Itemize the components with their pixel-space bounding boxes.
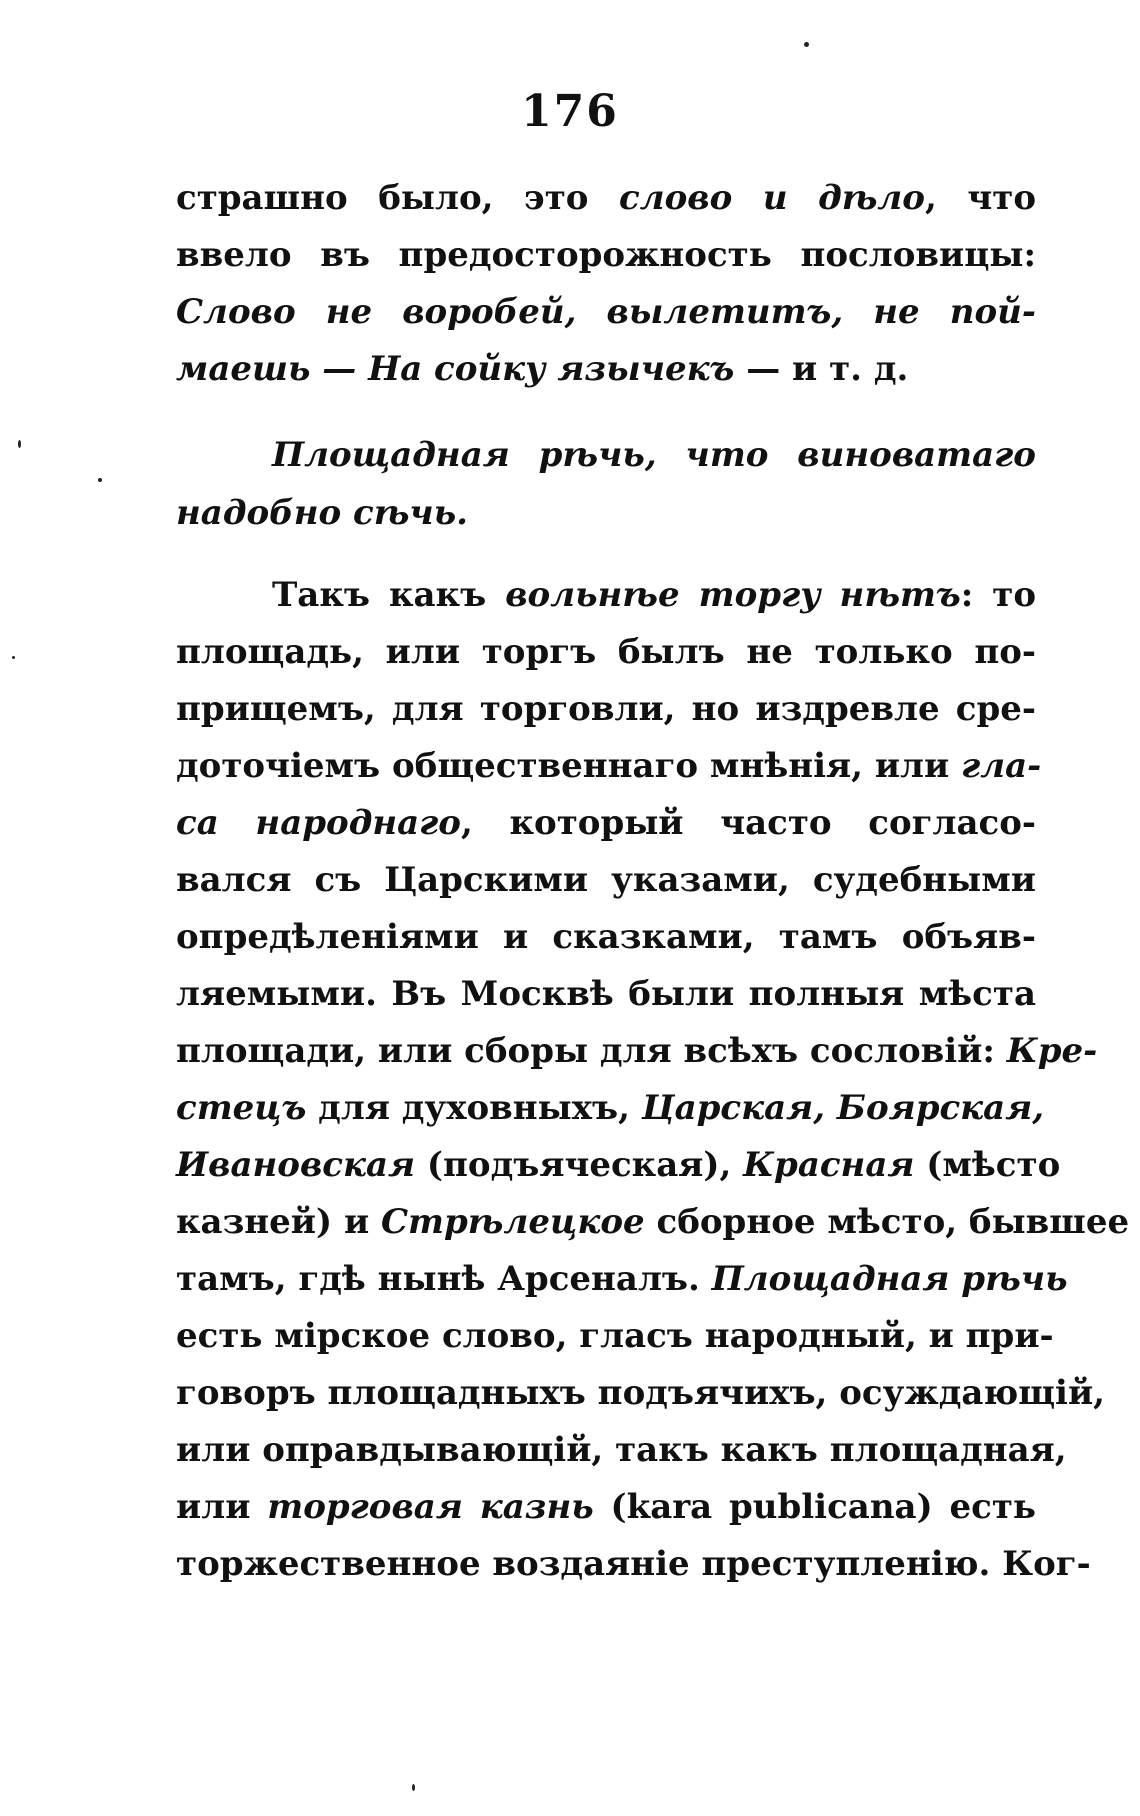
text-segment: (kara publicana) есть xyxy=(593,1487,1036,1527)
text-line xyxy=(176,966,1036,1023)
text-line xyxy=(176,284,1036,341)
italic-text-segment: стецъ xyxy=(176,1088,307,1128)
text-line xyxy=(176,909,1036,966)
text-segment: , что xyxy=(924,178,1036,218)
italic-text-segment: надобно сѣчь. xyxy=(176,493,468,533)
scan-speck xyxy=(804,42,809,47)
italic-text-segment: Стрѣлецкое xyxy=(381,1202,645,1242)
italic-text-segment: гла- xyxy=(961,746,1042,786)
text-line xyxy=(176,484,1036,542)
text-line xyxy=(176,738,1042,795)
italic-text-segment: Красная xyxy=(743,1145,915,1185)
text-segment: площадь, или торгъ былъ не только по- xyxy=(176,632,1036,672)
italic-text-segment: слово и дѣло xyxy=(619,178,925,218)
text-line xyxy=(176,567,1036,624)
text-line xyxy=(176,1365,1106,1422)
scan-speck xyxy=(98,478,102,482)
italic-text-segment: торговая казнь xyxy=(267,1487,594,1527)
text-line xyxy=(176,1479,1036,1536)
italic-text-segment: са народнаго xyxy=(176,803,461,843)
text-line xyxy=(176,1137,1061,1194)
text-line xyxy=(176,1194,1130,1251)
text-segment: или оправдывающій, такъ какъ площадная, xyxy=(176,1430,1067,1470)
text-segment: Такъ какъ xyxy=(272,575,506,615)
text-segment: прищемъ, для торговли, но издревле сре- xyxy=(176,689,1036,729)
text-line xyxy=(176,624,1036,681)
text-segment: тамъ, гдѣ нынѣ Арсеналъ. xyxy=(176,1259,712,1299)
text-line xyxy=(176,1023,1098,1080)
text-segment: для духовныхъ, xyxy=(306,1088,642,1128)
italic-text-segment: Ивановская xyxy=(176,1145,416,1185)
italic-text-segment: Площадная рѣчь xyxy=(711,1259,1068,1299)
text-segment: или xyxy=(176,1487,268,1527)
text-line xyxy=(176,426,1036,484)
text-line xyxy=(176,170,1036,227)
italic-text-segment: маешь — На сойку язычекъ xyxy=(176,349,735,389)
text-segment: казней) и xyxy=(176,1202,381,1242)
text-segment: , который часто согласо- xyxy=(460,803,1036,843)
text-segment: торжественное воздаяніе преступленію. Ког- xyxy=(176,1544,1091,1584)
text-line xyxy=(176,795,1036,852)
text-segment: (мѣсто xyxy=(914,1145,1061,1185)
text-segment: ляемыми. Въ Москвѣ были полныя мѣста xyxy=(176,974,1036,1014)
text-line xyxy=(176,1080,1045,1137)
text-line xyxy=(176,341,1036,398)
scan-speck xyxy=(412,1784,415,1791)
text-segment: ввело въ предосторожность пословицы: xyxy=(176,235,1036,275)
italic-text-segment: Площадная рѣчь, что виноватаго xyxy=(272,435,1036,475)
text-segment: сборное мѣсто, бывшее xyxy=(644,1202,1130,1242)
text-segment: опредѣленіями и сказками, тамъ объяв- xyxy=(176,917,1036,957)
text-line xyxy=(176,852,1036,909)
scan-speck xyxy=(18,440,21,448)
paragraph-2 xyxy=(176,426,1036,542)
page-number: 176 xyxy=(521,86,619,137)
text-segment: доточіемъ общественнаго мнѣнія, или xyxy=(176,746,962,786)
text-line xyxy=(176,1422,1067,1479)
text-segment: площади, или сборы для всѣхъ сословій: xyxy=(176,1031,1007,1071)
text-line xyxy=(176,1308,1054,1365)
italic-text-segment: Слово не воробей, вылетитъ, не пой- xyxy=(176,292,1036,332)
text-line xyxy=(176,681,1036,738)
text-segment: (подъяческая), xyxy=(415,1145,744,1185)
text-segment: вался съ Царскими указами, судебными xyxy=(176,860,1036,900)
text-line xyxy=(176,1251,1068,1308)
text-line xyxy=(176,227,1036,284)
text-line xyxy=(176,1536,1091,1593)
italic-text-segment: вольнѣе торгу нѣтъ xyxy=(505,575,961,615)
text-segment: : то xyxy=(960,575,1037,615)
text-segment: говоръ площадныхъ подъячихъ, осуждающій, xyxy=(176,1373,1106,1413)
scan-speck xyxy=(12,656,15,659)
paragraph-3 xyxy=(176,567,1130,1593)
italic-text-segment: Царская, Боярская, xyxy=(641,1088,1045,1128)
text-segment: есть мірское слово, гласъ народный, и при- xyxy=(176,1316,1054,1356)
text-segment: — и т. д. xyxy=(734,349,909,389)
paragraph-1 xyxy=(176,170,1036,398)
italic-text-segment: Кре- xyxy=(1006,1031,1098,1071)
text-segment: страшно было, это xyxy=(176,178,619,218)
